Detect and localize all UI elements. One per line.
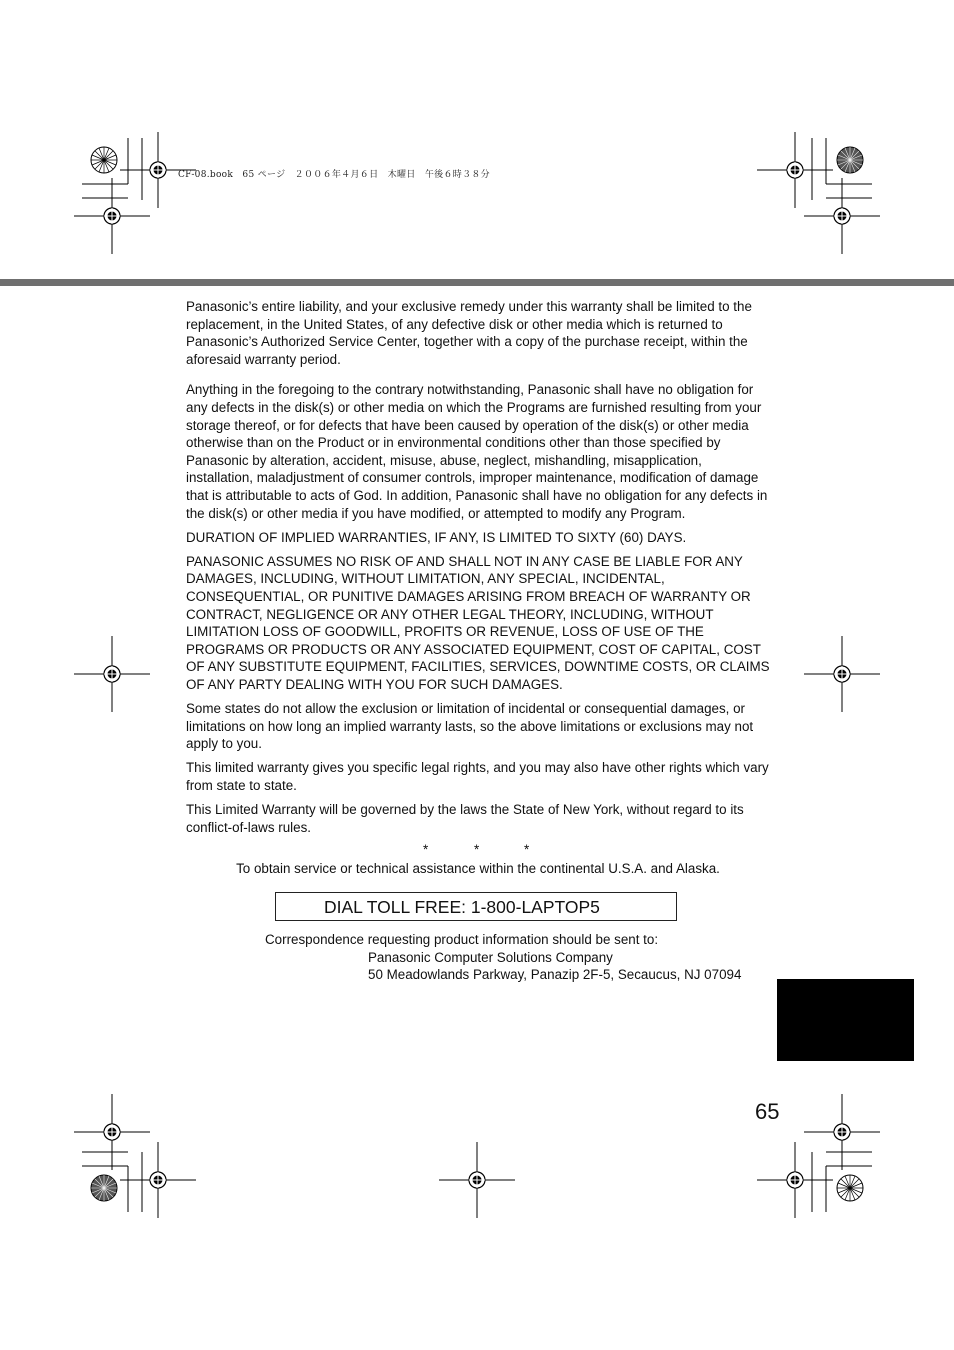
print-header: CF-08.book 65 ページ ２００６年４月６日 木曜日 午後６時３８分	[178, 170, 490, 180]
separator-star: *	[423, 841, 429, 857]
separator-star: *	[474, 841, 480, 857]
paragraph-duration: DURATION OF IMPLIED WARRANTIES, IF ANY, IS LIMITED TO SIXTY (60) DAYS.	[186, 529, 687, 545]
paragraph-no-risk: PANASONIC ASSUMES NO RISK OF AND SHALL NOT IN ANY CASE BE LIABLE FOR ANY DAMAGES, INCLUDING, WITHOUT LIMITATION, ANY SPECIAL, INCIDENTAL, CONSEQUENTIAL, OR PUNITIVE DAMAGES ARISING FROM BREACH OF WARRANTY OR CONTRACT, NEGLIGENCE OR ANY OTHER LEGAL THEORY, INCLUDING, WITHOUT LIMITATION LOSS OF GOODWILL, PROFITS OR REVENUE, LOSS OF USE OF THE PROGRAMS OR PRODUCTS OR ANY ASSOCIATED EQUIPMENT, COST OF CAPITAL, COST OF ANY SUBSTITUTE EQUIPMENT, FACILITIES, SERVICES, DOWNTIME COSTS, OR CLAIMS OF ANY PARTY DEALING WITH YOU FOR SUCH DAMAGES.	[186, 553, 770, 692]
warranty-text	[186, 298, 770, 877]
separator-stars	[186, 841, 770, 858]
correspondence-block	[186, 931, 770, 984]
top-rule-bar	[0, 279, 954, 286]
page-number: 65	[755, 1099, 780, 1124]
correspondence-address: 50 Meadowlands Parkway, Panazip 2F-5, Secaucus, NJ 07094	[368, 967, 742, 983]
correspondence-intro: Correspondence requesting product information should be sent to:	[265, 932, 659, 947]
service-line: To obtain service or technical assistance within the continental U.S.A. and Alaska.	[236, 860, 720, 876]
toll-free-box: DIAL TOLL FREE: 1-800-LAPTOP5	[275, 892, 677, 921]
paragraph-liability: Panasonic’s entire liability, and your exclusive remedy under this warranty shall be limited to the replacement, in the United States, of any defective disk or other media which is returned to Panasonic’s Authorized Service Center, together with a copy of the purchase receipt, within the aforesaid warranty period.	[186, 299, 752, 367]
paragraph-states: Some states do not allow the exclusion or limitation of incidental or consequential damages, or limitations on how long an implied warranty lasts, so the above limitations or exclusions may not apply to you.	[186, 700, 754, 752]
paragraph-governing-law: This Limited Warranty will be governed by the laws the State of New York, without regard to its conflict-of-laws rules.	[186, 801, 744, 835]
correspondence-company: Panasonic Computer Solutions Company	[368, 949, 613, 965]
paragraph-legal-rights: This limited warranty gives you specific legal rights, and you may also have other rights which vary from state to state.	[186, 760, 769, 793]
separator-star: *	[524, 841, 530, 857]
section-tab	[777, 979, 914, 1061]
paragraph-no-obligation: Anything in the foregoing to the contrary notwithstanding, Panasonic shall have no obligation for any defects in the disk(s) or other media on which the Programs are furnished resulting from your storage thereof, or for defects that have been caused by operation of the disk(s) or other media otherwise than on the Product or in environmental conditions other than those specified by Panasonic by alteration, accident, misuse, abuse, neglect, mishandling, misapplication, installation, maladjustment of consumer controls, improper maintenance, modification of damage that is attributable to acts of God. In addition, Panasonic shall have no obligation for any defects in the disk(s) or other media if you have modified, or attempted to modify any Program.	[186, 382, 768, 521]
